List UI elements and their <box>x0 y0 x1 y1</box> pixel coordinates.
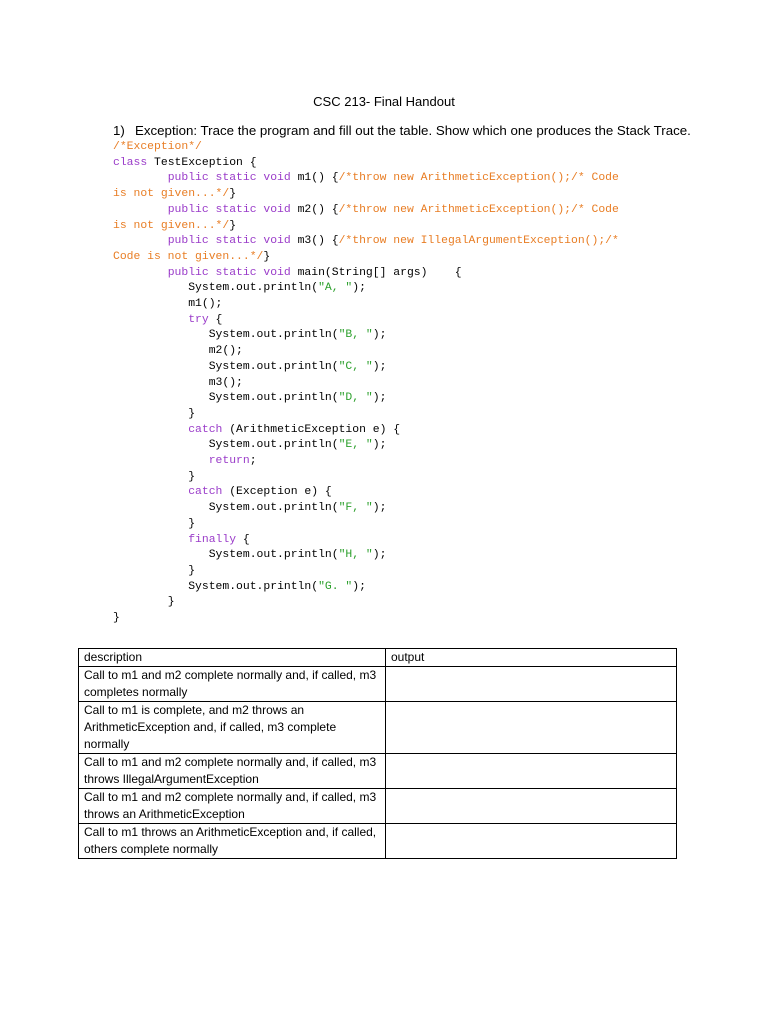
code-text: } <box>113 612 120 625</box>
code-text: { <box>208 313 223 326</box>
table-header-row <box>79 649 677 667</box>
code-text: (Exception e) { <box>222 486 332 499</box>
row-description: Call to m1 and m2 complete normally and, if called, m3 completes normally <box>79 667 386 702</box>
table-row <box>79 702 677 754</box>
question-text: Exception: Trace the program and fill out the table. Show which one produces the Stack Trace. <box>135 123 691 138</box>
row-description: Call to m1 and m2 complete normally and, if called, m3 throws IllegalArgumentException <box>79 754 386 789</box>
code-string: "H, " <box>338 549 373 562</box>
code-text: } <box>167 596 175 609</box>
code-text: } <box>188 470 196 483</box>
code-comment: Code is not given...*/ <box>113 250 264 263</box>
answer-table <box>78 648 677 859</box>
code-text: m3(); <box>208 376 243 389</box>
code-text: m2() { <box>290 203 339 216</box>
code-text: m1(); <box>188 298 223 311</box>
code-text: ); <box>372 392 387 405</box>
column-header-output: output <box>386 649 677 667</box>
row-output-cell[interactable] <box>386 824 677 859</box>
question-number: 1) <box>113 123 125 138</box>
code-text: } <box>263 250 271 263</box>
code-comment: is not given...*/ <box>113 188 230 201</box>
code-text: m2(); <box>208 345 243 358</box>
code-text: System.out.println( <box>208 549 339 562</box>
code-text: (ArithmeticException e) { <box>222 423 401 436</box>
table-row <box>79 824 677 859</box>
code-string: "F, " <box>338 502 373 515</box>
code-text: ); <box>352 282 366 295</box>
code-keyword: public static void <box>167 266 291 279</box>
row-description: Call to m1 is complete, and m2 throws an ArithmeticException and, if called, m3 complete normally <box>79 702 386 754</box>
code-string: "E, " <box>338 439 373 452</box>
code-text: ); <box>372 549 387 562</box>
code-keyword: catch <box>188 486 223 499</box>
code-keyword: try <box>188 313 209 326</box>
code-text: System.out.println( <box>208 392 339 405</box>
code-keyword: public static void <box>167 172 291 185</box>
code-text: } <box>229 188 237 201</box>
code-listing <box>113 140 619 627</box>
code-text: System.out.println( <box>188 282 319 295</box>
code-string: "C, " <box>338 360 373 373</box>
code-text: ); <box>372 360 387 373</box>
code-keyword: finally <box>188 533 237 546</box>
row-output-cell[interactable] <box>386 789 677 824</box>
code-text: System.out.println( <box>188 580 319 593</box>
page-title: CSC 213- Final Handout <box>313 94 455 109</box>
code-text: System.out.println( <box>208 360 339 373</box>
code-comment: /*Exception*/ <box>113 141 202 153</box>
code-comment: /*throw new ArithmeticException();/* Code <box>338 203 619 216</box>
table-row <box>79 667 677 702</box>
question-prompt <box>113 123 691 138</box>
row-output-cell[interactable] <box>386 702 677 754</box>
code-text: } <box>229 219 237 232</box>
table-row <box>79 789 677 824</box>
code-keyword: public static void <box>167 235 291 248</box>
code-text: ); <box>352 580 366 593</box>
code-comment: /*throw new IllegalArgumentException();/* <box>338 235 619 248</box>
code-text: { <box>236 533 250 546</box>
table-row <box>79 754 677 789</box>
row-description: Call to m1 and m2 complete normally and, if called, m3 throws an ArithmeticException <box>79 789 386 824</box>
code-string: "D, " <box>338 392 373 405</box>
code-text: ); <box>372 439 387 452</box>
code-string: "A, " <box>318 282 353 295</box>
code-comment: /*throw new ArithmeticException();/* Code <box>338 172 619 185</box>
row-description: Call to m1 throws an ArithmeticException and, if called, others complete normally <box>79 824 386 859</box>
code-text: System.out.println( <box>208 439 339 452</box>
code-string: "B, " <box>338 329 373 342</box>
code-text: ); <box>372 329 387 342</box>
code-text: TestException { <box>147 156 257 169</box>
code-text: main(String[] args) { <box>290 266 462 279</box>
code-keyword: catch <box>188 423 223 436</box>
code-keyword: public static void <box>167 203 291 216</box>
code-comment: is not given...*/ <box>113 219 230 232</box>
code-text: ; <box>249 455 257 468</box>
code-text: System.out.println( <box>208 502 339 515</box>
row-output-cell[interactable] <box>386 754 677 789</box>
code-text: m3() { <box>290 235 339 248</box>
code-keyword: class <box>113 156 148 169</box>
code-text: m1() { <box>290 172 339 185</box>
code-text: } <box>188 517 196 530</box>
code-keyword: return <box>208 455 250 468</box>
code-text: System.out.println( <box>208 329 339 342</box>
column-header-description: description <box>79 649 386 667</box>
code-text: } <box>188 564 196 577</box>
code-text: } <box>188 407 196 420</box>
row-output-cell[interactable] <box>386 667 677 702</box>
code-text: ); <box>372 502 387 515</box>
code-string: "G. " <box>318 580 353 593</box>
